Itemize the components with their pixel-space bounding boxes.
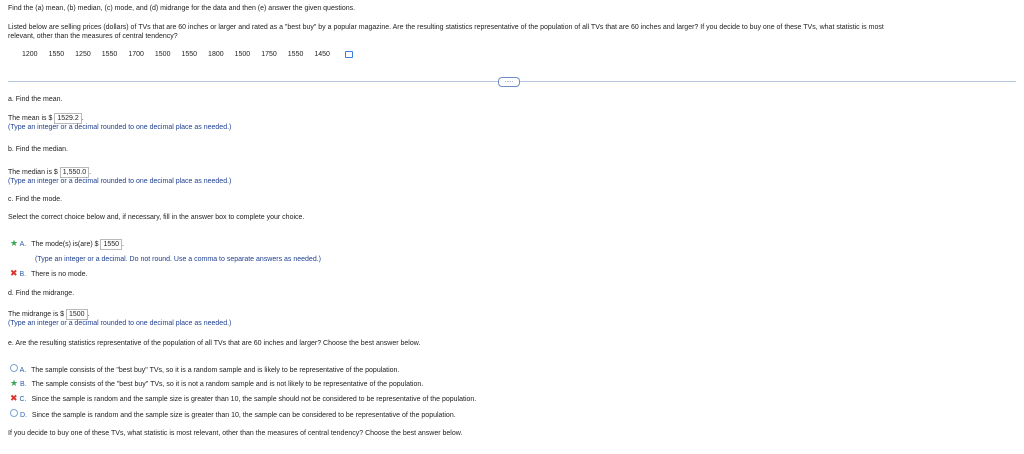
option-text: Since the sample is random and the sample size is greater than 10, the sample should not be considered to be representative of the population. bbox=[31, 396, 477, 403]
data-value: 1500 bbox=[154, 51, 171, 59]
part-b-prefix: The median is $ bbox=[8, 169, 58, 176]
data-value: 1550 bbox=[101, 51, 118, 59]
part-b-suffix: . bbox=[89, 169, 92, 176]
data-value: 1800 bbox=[208, 51, 224, 59]
option-letter: B. bbox=[20, 381, 27, 388]
data-value: 1450 bbox=[314, 51, 330, 59]
part-c-instruction: Select the correct choice below and, if necessary, fill in the answer box to complete your choice. bbox=[8, 214, 305, 221]
part-c-heading: c. Find the mode. bbox=[8, 196, 63, 203]
part-d-heading: d. Find the midrange. bbox=[8, 290, 75, 297]
part-a-answer-line bbox=[8, 113, 84, 124]
data-value: 1700 bbox=[128, 51, 144, 59]
data-value: 1200 bbox=[22, 51, 38, 59]
part-e-question: e. Are the resulting statistics representative of the population of all TVs that are 60 inches and larger? Choose the best answer below. bbox=[8, 340, 421, 347]
median-answer-box[interactable]: 1,550.0 bbox=[60, 167, 89, 178]
option-letter: C. bbox=[19, 396, 27, 403]
correct-star-icon: ★ bbox=[10, 238, 19, 248]
option-e-a[interactable] bbox=[10, 364, 399, 374]
midrange-answer-box[interactable]: 1500 bbox=[66, 309, 88, 320]
option-letter: D. bbox=[19, 412, 27, 419]
copy-data-icon[interactable] bbox=[345, 51, 353, 58]
part-d-hint: (Type an integer or a decimal rounded to one decimal place as needed.) bbox=[8, 320, 232, 327]
option-e-d[interactable] bbox=[10, 409, 456, 419]
question-body-line2: relevant, other than the measures of central tendency? bbox=[8, 33, 178, 40]
data-value: 1550 bbox=[48, 51, 65, 59]
mode-option-a[interactable] bbox=[10, 239, 124, 250]
data-values bbox=[22, 51, 341, 58]
instruction-text: Find the (a) mean, (b) median, (c) mode, and (d) midrange for the data and then (e) answer the given questions. bbox=[8, 5, 356, 12]
mode-option-b-text: There is no mode. bbox=[31, 271, 88, 278]
data-value: 1550 bbox=[287, 51, 304, 59]
part-b-hint: (Type an integer or a decimal rounded to one decimal place as needed.) bbox=[8, 178, 232, 185]
part-d-answer-line bbox=[8, 309, 90, 320]
incorrect-x-icon: ✖ bbox=[10, 393, 18, 403]
radio-button[interactable] bbox=[10, 409, 18, 417]
part-a-suffix: . bbox=[81, 115, 84, 122]
data-value: 1550 bbox=[181, 51, 198, 59]
data-value: 1500 bbox=[234, 51, 251, 59]
mode-option-a-suffix: . bbox=[122, 241, 124, 248]
option-text: The sample consists of the "best buy" TVs, so it is not a random sample and is not likely to be representative of the population. bbox=[31, 381, 424, 388]
part-d-suffix: . bbox=[87, 311, 90, 318]
mode-option-a-hint: (Type an integer or a decimal. Do not round. Use a comma to separate answers as needed.) bbox=[35, 256, 321, 263]
data-value: 1250 bbox=[75, 51, 91, 59]
mode-option-b[interactable] bbox=[10, 269, 88, 278]
part-a-prefix: The mean is $ bbox=[8, 115, 53, 122]
option-letter: B. bbox=[19, 271, 27, 278]
part-b-answer-line bbox=[8, 167, 91, 178]
data-value: 1750 bbox=[261, 51, 277, 59]
radio-button[interactable] bbox=[10, 364, 18, 372]
incorrect-x-icon: ✖ bbox=[10, 268, 18, 278]
final-question: If you decide to buy one of these TVs, what statistic is most relevant, other than the measures of central tendency? Choose the best answer below. bbox=[8, 430, 463, 437]
option-letter: A. bbox=[19, 241, 27, 248]
correct-star-icon: ★ bbox=[10, 378, 19, 388]
part-a-hint: (Type an integer or a decimal rounded to one decimal place as needed.) bbox=[8, 124, 232, 131]
question-body-line1: Listed below are selling prices (dollars) of TVs that are 60 inches or larger and rated as a "best buy" by a popular magazine. Are the resulting statistics representative of the population of all TVs that are 60 inches and larger? If you decide to buy one of these TVs, what statistic is most bbox=[8, 24, 884, 31]
mode-option-a-prefix: The mode(s) is(are) $ bbox=[31, 241, 99, 248]
mean-answer-box[interactable]: 1529.2 bbox=[54, 113, 81, 124]
part-b-heading: b. Find the median. bbox=[8, 146, 68, 153]
data-values-row bbox=[22, 51, 353, 58]
mode-answer-box[interactable]: 1550 bbox=[100, 239, 122, 250]
option-text: The sample consists of the "best buy" TVs, so it is a random sample and is likely to be representative of the population. bbox=[31, 367, 400, 374]
expand-divider-button[interactable]: ..... bbox=[498, 77, 520, 87]
option-e-c[interactable] bbox=[10, 394, 476, 403]
option-e-b[interactable] bbox=[10, 379, 423, 388]
part-a-heading: a. Find the mean. bbox=[8, 96, 63, 103]
option-text: Since the sample is random and the sample size is greater than 10, the sample can be considered to be representative of the population. bbox=[31, 412, 456, 419]
part-d-prefix: The midrange is $ bbox=[8, 311, 65, 318]
option-letter: A. bbox=[19, 367, 27, 374]
